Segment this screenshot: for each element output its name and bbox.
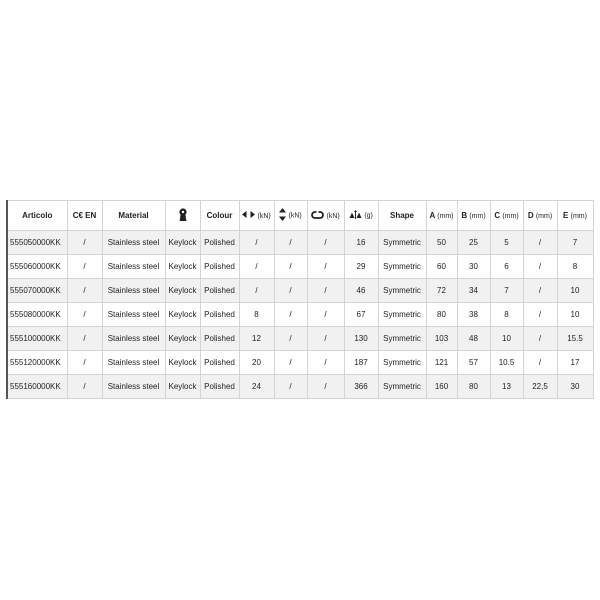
table-row [7,351,593,375]
header-open-gate [307,201,344,231]
cell-minor-axis: / [274,255,307,279]
table-row [7,255,593,279]
cell-shape: Symmetric [378,255,426,279]
cell-gate: Keylock [165,231,200,255]
header-shape: Shape [378,201,426,231]
keylock-gate-icon [178,208,188,224]
cell-major-axis: / [239,255,274,279]
cell-colour: Polished [200,375,239,399]
cell-dim-a: 80 [426,303,457,327]
cell-dim-c: 6 [490,255,523,279]
cell-articolo: 555160000KK [7,375,67,399]
cell-ce-en: / [67,279,102,303]
cell-articolo: 555120000KK [7,351,67,375]
cell-dim-b: 80 [457,375,490,399]
cell-dim-e: 10 [557,303,593,327]
cell-shape: Symmetric [378,279,426,303]
cell-ce-en: / [67,231,102,255]
open-gate-carabiner-icon [311,211,324,221]
cell-dim-d: / [523,351,557,375]
header-weight [344,201,378,231]
cell-weight: 46 [344,279,378,303]
cell-dim-a: 72 [426,279,457,303]
cell-weight: 29 [344,255,378,279]
cell-dim-b: 38 [457,303,490,327]
cell-minor-axis: / [274,279,307,303]
dim-a-unit: (mm) [437,213,454,220]
cell-shape: Symmetric [378,303,426,327]
header-dim-d [523,201,557,231]
cell-shape: Symmetric [378,231,426,255]
cell-material: Stainless steel [102,327,165,351]
table-row [7,303,593,327]
table-row [7,279,593,303]
dim-a-label: A [429,211,435,220]
header-material: Material [102,201,165,231]
cell-open-gate: / [307,351,344,375]
cell-weight: 130 [344,327,378,351]
dim-d-label: D [527,211,534,220]
cell-dim-b: 57 [457,351,490,375]
dim-e-unit: (mm) [570,213,587,220]
cell-dim-d: / [523,255,557,279]
header-dim-a [426,201,457,231]
cell-weight: 67 [344,303,378,327]
cell-major-axis: 20 [239,351,274,375]
cell-articolo: 555060000KK [7,255,67,279]
cell-articolo: 555080000KK [7,303,67,327]
weight-unit: (g) [364,212,373,220]
header-row [7,201,593,231]
cell-dim-e: 15.5 [557,327,593,351]
cell-material: Stainless steel [102,231,165,255]
cell-open-gate: / [307,327,344,351]
header-articolo: Articolo [7,201,67,231]
cell-shape: Symmetric [378,327,426,351]
cell-weight: 366 [344,375,378,399]
cell-articolo: 555100000KK [7,327,67,351]
cell-dim-d: 22,5 [523,375,557,399]
table-row [7,327,593,351]
table-row [7,231,593,255]
cell-dim-d: / [523,327,557,351]
cell-colour: Polished [200,351,239,375]
header-colour: Colour [200,201,239,231]
cell-material: Stainless steel [102,255,165,279]
cell-dim-d: / [523,231,557,255]
header-dim-b [457,201,490,231]
cell-material: Stainless steel [102,279,165,303]
cell-dim-c: 8 [490,303,523,327]
cell-weight: 187 [344,351,378,375]
cell-gate: Keylock [165,255,200,279]
cell-dim-a: 103 [426,327,457,351]
cell-dim-a: 160 [426,375,457,399]
header-gate [165,201,200,231]
cell-gate: Keylock [165,279,200,303]
dim-c-label: C [494,211,501,220]
cell-colour: Polished [200,231,239,255]
dim-e-label: E [563,211,569,220]
minor-axis-arrows-icon [279,208,286,223]
cell-minor-axis: / [274,327,307,351]
cell-colour: Polished [200,255,239,279]
major-axis-arrows-icon [242,211,255,220]
cell-open-gate: / [307,255,344,279]
cell-articolo: 555050000KK [7,231,67,255]
cell-ce-en: / [67,327,102,351]
cell-major-axis: 24 [239,375,274,399]
major-axis-unit: (kN) [257,212,271,220]
cell-minor-axis: / [274,303,307,327]
header-major-axis [239,201,274,231]
cell-dim-d: / [523,279,557,303]
cell-shape: Symmetric [378,375,426,399]
minor-axis-unit: (kN) [288,212,302,220]
cell-open-gate: / [307,231,344,255]
cell-dim-a: 60 [426,255,457,279]
cell-ce-en: / [67,375,102,399]
dim-b-unit: (mm) [469,213,486,220]
dim-c-unit: (mm) [502,213,519,220]
cell-dim-c: 10.5 [490,351,523,375]
cell-gate: Keylock [165,375,200,399]
cell-dim-c: 7 [490,279,523,303]
cell-material: Stainless steel [102,351,165,375]
cell-material: Stainless steel [102,303,165,327]
cell-articolo: 555070000KK [7,279,67,303]
cell-minor-axis: / [274,351,307,375]
cell-dim-d: / [523,303,557,327]
cell-minor-axis: / [274,375,307,399]
cell-dim-c: 10 [490,327,523,351]
cell-dim-e: 30 [557,375,593,399]
cell-open-gate: / [307,375,344,399]
cell-major-axis: 8 [239,303,274,327]
cell-open-gate: / [307,303,344,327]
cell-major-axis: 12 [239,327,274,351]
cell-dim-a: 50 [426,231,457,255]
spec-table-body [7,231,593,399]
table-row [7,375,593,399]
header-minor-axis [274,201,307,231]
cell-dim-e: 10 [557,279,593,303]
cell-dim-c: 5 [490,231,523,255]
cell-gate: Keylock [165,327,200,351]
cell-dim-b: 48 [457,327,490,351]
cell-dim-b: 34 [457,279,490,303]
cell-major-axis: / [239,279,274,303]
cell-gate: Keylock [165,351,200,375]
cell-colour: Polished [200,303,239,327]
cell-weight: 16 [344,231,378,255]
cell-colour: Polished [200,327,239,351]
header-dim-e [557,201,593,231]
cell-dim-b: 25 [457,231,490,255]
cell-dim-c: 13 [490,375,523,399]
cell-ce-en: / [67,351,102,375]
header-dim-c [490,201,523,231]
cell-dim-e: 7 [557,231,593,255]
cell-shape: Symmetric [378,351,426,375]
cell-dim-a: 121 [426,351,457,375]
cell-ce-en: / [67,255,102,279]
cell-material: Stainless steel [102,375,165,399]
cell-open-gate: / [307,279,344,303]
cell-gate: Keylock [165,303,200,327]
open-gate-unit: (kN) [326,212,340,220]
weight-scale-icon [349,210,362,221]
spec-table [6,200,594,399]
cell-dim-b: 30 [457,255,490,279]
cell-major-axis: / [239,231,274,255]
header-ce-en: C€ EN [67,201,102,231]
dim-b-label: B [461,211,468,220]
cell-colour: Polished [200,279,239,303]
cell-ce-en: / [67,303,102,327]
dim-d-unit: (mm) [535,213,553,220]
cell-dim-e: 8 [557,255,593,279]
cell-dim-e: 17 [557,351,593,375]
cell-minor-axis: / [274,231,307,255]
